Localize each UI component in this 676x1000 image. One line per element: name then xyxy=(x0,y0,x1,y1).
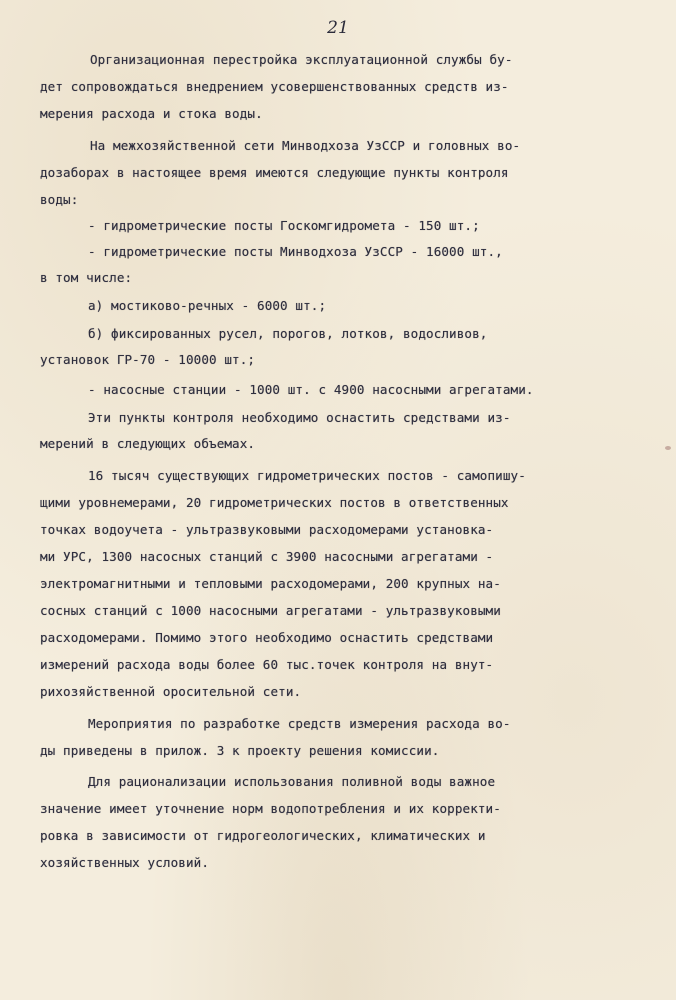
text-line: расходомерами. Помимо этого необходимо оснастить средствами xyxy=(40,630,494,645)
text-line: - насосные станции - 1000 шт. с 4900 насосными агрегатами. xyxy=(88,382,534,397)
text-line: электромагнитными и тепловыми расходомерами, 200 крупных на- xyxy=(40,576,501,591)
text-line: рихозяйственной оросительной сети. xyxy=(40,684,302,699)
text-line: воды: xyxy=(40,192,79,207)
text-line: мерений в следующих объемах. xyxy=(40,436,256,451)
text-line: б) фиксированных русел, порогов, лотков, водосливов, xyxy=(88,326,488,341)
text-line: дет сопровождаться внедрением усовершенствованных средств из- xyxy=(40,79,509,94)
text-line: Организационная перестройка эксплуатационной службы бу- xyxy=(90,52,513,67)
text-line: в том числе: xyxy=(40,270,133,285)
text-line: Мероприятия по разработке средств измерения расхода во- xyxy=(88,716,511,731)
text-line: а) мостиково-речных - 6000 шт.; xyxy=(88,298,327,313)
text-line: ровка в зависимости от гидрогеологических, климатических и xyxy=(40,828,486,843)
text-line: ды приведены в прилож. 3 к проекту решения комиссии. xyxy=(40,743,440,758)
text-line: установок ГР-70 - 10000 шт.; xyxy=(40,352,256,367)
page-number: 21 xyxy=(327,18,349,38)
text-line: Эти пункты контроля необходимо оснастить средствами из- xyxy=(88,410,511,425)
text-line: точках водоучета - ультразвуковыми расходомерами установка- xyxy=(40,522,494,537)
ink-speck xyxy=(665,446,671,450)
text-line: измерений расхода воды более 60 тыс.точек контроля на внут- xyxy=(40,657,494,672)
text-line: ми УРС, 1300 насосных станций с 3900 насосными агрегатами - xyxy=(40,549,494,564)
text-line: мерения расхода и стока воды. xyxy=(40,106,263,121)
text-line: 16 тысяч существующих гидрометрических постов - самопишу- xyxy=(88,468,526,483)
text-line: - гидрометрические посты Минводхоза УзССР - 16000 шт., xyxy=(88,244,503,259)
text-line: Для рационализации использования поливной воды важное xyxy=(88,774,496,789)
text-line: щими уровнемерами, 20 гидрометрических постов в ответственных xyxy=(40,495,509,510)
text-line: хозяйственных условий. xyxy=(40,855,210,870)
text-line: - гидрометрические посты Госкомгидромета - 150 шт.; xyxy=(88,218,480,233)
text-line: дозаборах в настоящее время имеются следующие пункты контроля xyxy=(40,165,509,180)
text-line: значение имеет уточнение норм водопотребления и их корректи- xyxy=(40,801,501,816)
text-line: На межхозяйственной сети Минводхоза УзССР и головных во- xyxy=(90,138,521,153)
text-line: сосных станций с 1000 насосными агрегатами - ультразвуковыми xyxy=(40,603,501,618)
